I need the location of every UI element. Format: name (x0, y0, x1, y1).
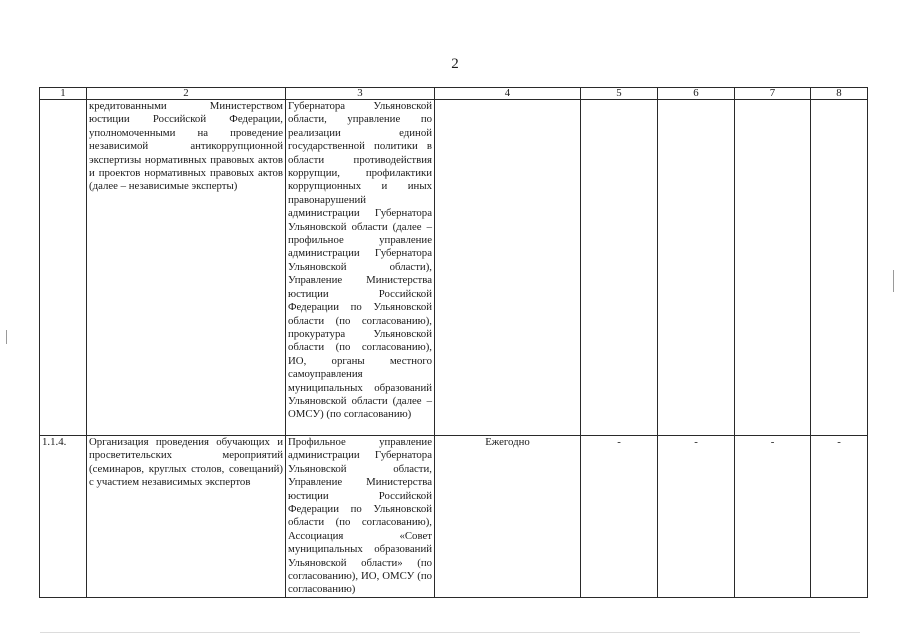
col7-cell: - (735, 436, 811, 598)
table-row (40, 100, 868, 436)
scan-mark-right (893, 270, 894, 292)
header-row (40, 88, 868, 100)
scan-mark-bottom (40, 632, 860, 633)
col8-cell: - (811, 436, 868, 598)
page-number: 2 (451, 56, 459, 72)
header-col-1: 1 (40, 88, 87, 100)
header-col-7: 7 (735, 88, 811, 100)
activity-cell: Организация проведения обучающих и просветительских мероприятий (семинаров, круглых столов, совещаний) с участием независимых экспертов (87, 436, 286, 598)
col6-cell (658, 100, 735, 436)
col6-cell: - (658, 436, 735, 598)
header-col-4: 4 (435, 88, 581, 100)
header-col-6: 6 (658, 88, 735, 100)
col7-cell (735, 100, 811, 436)
header-col-8: 8 (811, 88, 868, 100)
header-col-2: 2 (87, 88, 286, 100)
deadline-cell (435, 100, 581, 436)
deadline-cell: Ежегодно (435, 436, 581, 598)
header-col-5: 5 (581, 88, 658, 100)
row-number-cell: 1.1.4. (40, 436, 87, 598)
row-number-cell (40, 100, 87, 436)
table-row (40, 436, 868, 598)
col8-cell (811, 100, 868, 436)
header-col-3: 3 (286, 88, 435, 100)
activities-table (39, 87, 868, 598)
scan-mark-left (6, 330, 7, 344)
col5-cell (581, 100, 658, 436)
activity-cell: кредитованными Министерством юстиции Российской Федерации, уполномоченными на проведение независимой антикоррупционной экспертизы нормативных правовых актов и проектов нормативных правовых актов (далее – независимые эксперты) (87, 100, 286, 436)
executors-cell: Профильное управление администрации Губернатора Ульяновской области, Управление Министерства юстиции Российской Федерации по Ульяновской области (по согласованию), Ассоциация «Совет муниципальных образований Ульяновской области» (по согласованию), ИО, ОМСУ (по согласованию) (286, 436, 435, 598)
col5-cell: - (581, 436, 658, 598)
executors-cell: Губернатора Ульяновской области, управление по реализации единой государственной политики в области противодействия коррупции, профилактики коррупционных и иных правонарушений администрации Губернатора Ульяновской области (далее – профильное управление администрации Губернатора Ульяновской области), Управление Министерства юстиции Российской Федерации по Ульяновской области (по согласованию), прокуратура Ульяновской области (по согласованию), ИО, органы местного самоуправления муниципальных образований Ульяновской области (далее – ОМСУ) (по согласованию) (286, 100, 435, 436)
